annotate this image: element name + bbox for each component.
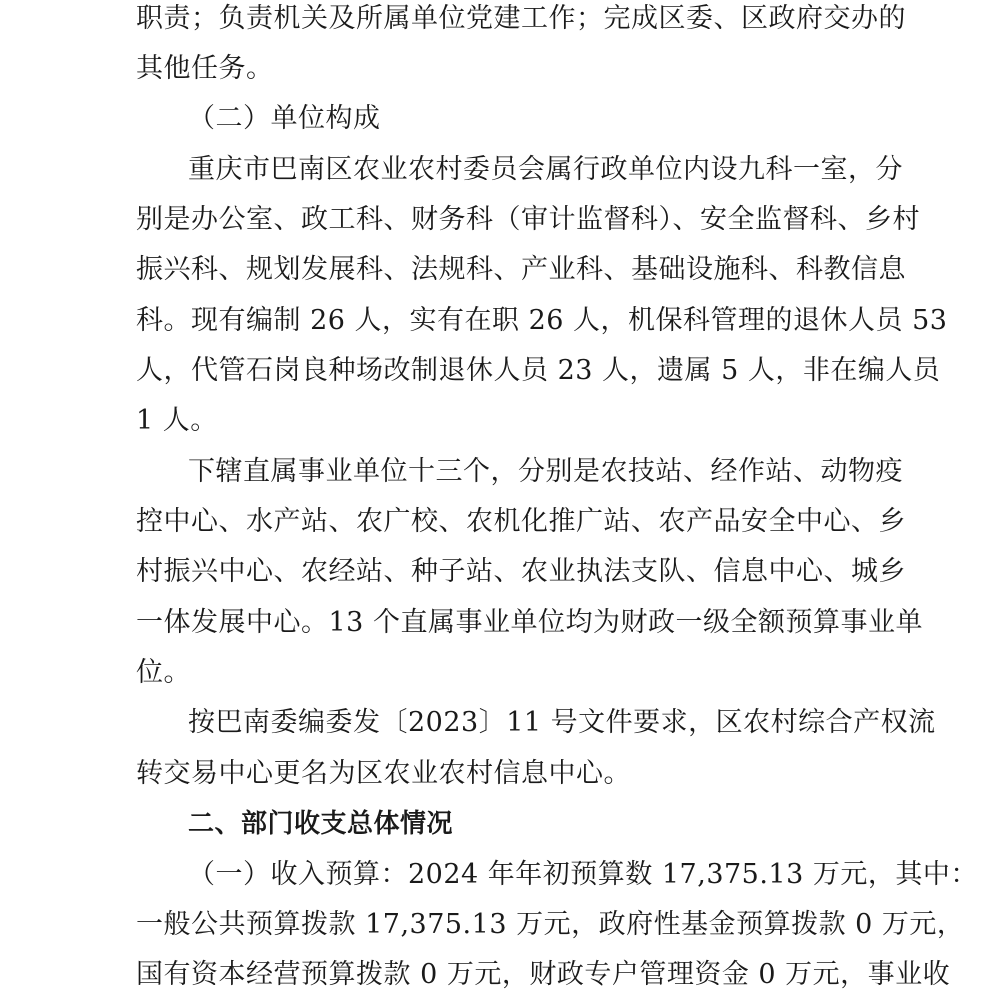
body-text-line: 一体发展中心。13 个直属事业单位均为财政一级全额预算事业单	[136, 607, 923, 638]
body-text-line: 科。现有编制 26 人，实有在职 26 人，机保科管理的退休人员 53	[136, 305, 948, 336]
body-text-line: 1 人。	[136, 405, 218, 436]
section-subheading: （二）单位构成	[188, 103, 381, 134]
body-text-line: 位。	[136, 657, 191, 688]
body-text-line: 转交易中心更名为区农业农村信息中心。	[136, 758, 631, 789]
body-text-line: 其他任务。	[136, 53, 274, 84]
body-text-line: 人，代管石岗良种场改制退休人员 23 人，遗属 5 人，非在编人员	[136, 355, 941, 386]
body-text-line: 村振兴中心、农经站、种子站、农业执法支队、信息中心、城乡	[136, 556, 906, 587]
body-text-line: 控中心、水产站、农广校、农机化推广站、农产品安全中心、乡	[136, 506, 906, 537]
body-text-line: 按巴南委编委发〔2023〕11 号文件要求，区农村综合产权流	[188, 707, 936, 738]
body-text-line: 国有资本经营预算拨款 0 万元，财政专户管理资金 0 万元，事业收	[136, 959, 951, 990]
body-text-line: 重庆市巴南区农业农村委员会属行政单位内设九科一室，分	[188, 154, 903, 185]
body-text-line: 职责；负责机关及所属单位党建工作；完成区委、区政府交办的	[136, 3, 906, 34]
body-text-line: 振兴科、规划发展科、法规科、产业科、基础设施科、科教信息	[136, 254, 906, 285]
section-heading: 二、部门收支总体情况	[188, 809, 454, 839]
body-text-line: 下辖直属事业单位十三个，分别是农技站、经作站、动物疫	[188, 456, 903, 487]
body-text-line: （一）收入预算：2024 年年初预算数 17,375.13 万元，其中：	[188, 859, 978, 890]
body-text-line: 别是办公室、政工科、财务科（审计监督科）、安全监督科、乡村	[136, 204, 920, 235]
body-text-line: 一般公共预算拨款 17,375.13 万元，政府性基金预算拨款 0 万元，	[136, 909, 965, 940]
